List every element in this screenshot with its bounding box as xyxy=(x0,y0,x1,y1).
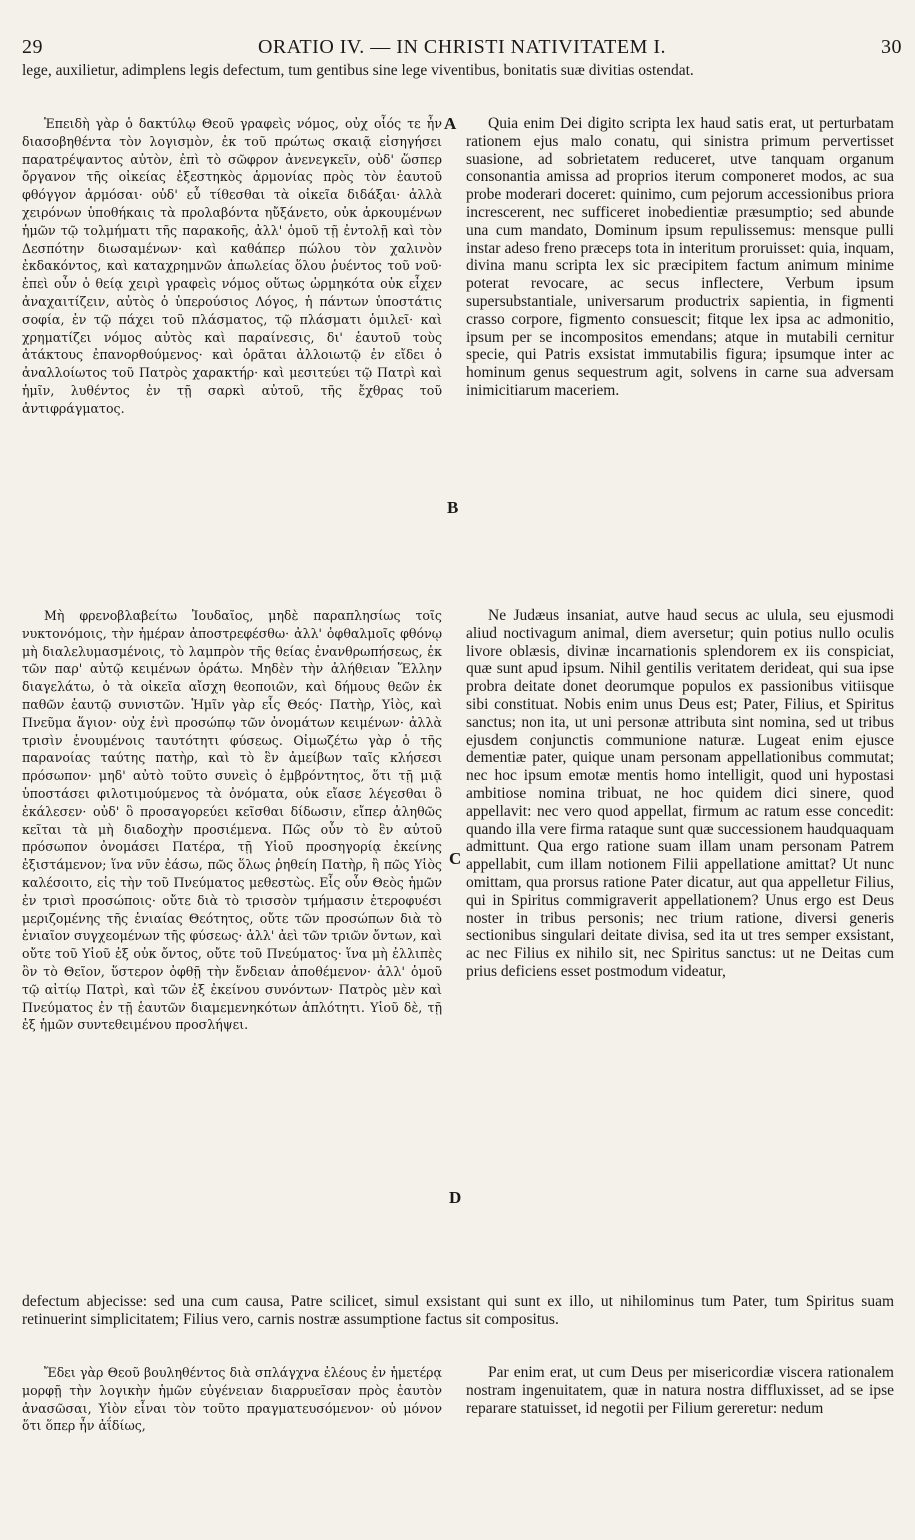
greek-paragraph-1: Ἐπειδὴ γὰρ ὁ δακτύλῳ Θεοῦ γραφεὶς νόμος, οὐχ οἷός τε ἦν διασοβηθέντα τὸν λογισμὸν, ἐκ τοῦ πρώτως σκαιᾷ εἰσηγήσει παρατρέψαντος αὐτὸν, ἐπὶ τὸ σῶφρον ἀνενεγκεῖν, οὐδ' ὥσπερ ὄργανον τῆς οἰκείας ἐξεστηκὸς ἁρμονίας πρὸς τὸν ἑαυτοῦ φθόγγον ἁρμόσαι· οὐδ' εὖ τίθεσθαι τὰ οἰκεῖα διδάξαι· ἀλλὰ χειρόνων ὑποθήκαις τὰ προλαβόντα ηὔξάνετο, οὐκ ἀρκουμένων ἡμῶν τῷ τολμήματι τῆς παρακοῆς, ἀλλ' ὁμοῦ τῇ ἐντολῇ καὶ τὸν Δεσπότην διωσαμένων· καὶ καθάπερ πώλου τὸν χαλινὸν ἐκδακόντος, καὶ καταχρημνῶν ἀπωλείας ὅλου ῥυέντος τοῦ νοῦ· ἐπεὶ οὖν ὁ θείᾳ χειρὶ γραφεὶς νόμος οὕτως ὡρμηκότα οὐκ εἶχεν ἀναχαιτίζειν, αὐτὸς ὁ ὑπερούσιος Λόγος, ἡ πάντων ὑποστάτις σοφία, ἐν τῷ πάχει τοῦ πλάσματος, τῷ πλάσματι ὁμιλεῖ· καὶ χρηματίζει νόμος αὐτὸς καὶ παραίνεσις, δι' ἑαυτοῦ τοὺς ἀτάκτους ἐπανορθούμενος· καὶ ὁρᾶται ἀλλοιωτῷ ἐν εἴδει ὁ ἀναλλοίωτος τοῦ Πατρὸς χαρακτήρ· καὶ μεσιτεύει τῷ Πατρὶ καὶ ἡμῖν, λυθέντος ἐν τῇ σαρκὶ αὐτοῦ, τῆς ἔχθρας τοῦ ἀντιφράγματος. xyxy=(22,116,442,416)
latin-paragraph-1: Quia enim Dei digito scripta lex haud satis erat, ut perturbatam rationem ejus malo conatu, qui sinistra primum pervertisset suasione, ad sobrietatem reduceret, utve tanquam organum consonantia amissa ad proprios iterum componeret modos, ac sua probe moderari doceret: quinimo, cum pejorum accessionibus priora increscerent, nec sufficeret inobedientiæ præsumptio; sed abunde una cum mandato, Dominum ipsum repulissemus: mensque pulli instar adeso freno præceps tota in interitum proruisset: quia, inquam, divina manu scripta lex sic præcipitem factum animum minime poterat revocare, ac secus inflectere, Verbum ipsum supersubstantiale, universarum productrix sapientia, in figmenti crasso corpore, figmento consuescit; fitque lex ipsa ac admonitio, ipsum per se incompositos emendans; atque in mutabili cernitur specie, qui Patris exsistat immutabilis figura; ipsumque inter ac hominum genus sequestrum agit, solvens in carne sua adversam inimicitiarum maceriem. xyxy=(466,115,894,399)
page-number-left: 29 xyxy=(22,36,43,58)
greek-paragraph-2: Μὴ φρενοβλαβείτω Ἰουδαῖος, μηδὲ παραπλησίως τοῖς νυκτονόμοις, τὴν ἡμέραν ἀποστρεφέσθω· ἀλλ' ὀφθαλμοῖς φθόνῳ μὴ διαλελυμασμένοις, τὸ λαμπρὸν τῆς θείας ἐνανθρωπήσεως, ἐκ τῶν παρ' αὐτῷ κειμένων ὁράτω. Μηδὲν τὴν ἀλήθειαν Ἕλλην διαγελάτω, ὁ τὰ οἰκεῖα αἴσχη θεοποιῶν, καὶ δήμους θεῶν ἐκ παθῶν ἑαυτῷ συνιστῶν. Ἡμῖν γὰρ εἷς Θεός· Πατὴρ, Υἱὸς, καὶ Πνεῦμα ἅγιον· οὐχ ἑνὶ προσώπῳ τῶν ὀνομάτων κειμένων· ἀλλὰ τρισὶν ἑνουμένοις ταυτότητι φύσεως. Οἰμωζέτω γὰρ ὁ τῆς παρανοίας ταύτης πατὴρ, καὶ τὸ ἓν ἀμείβων ταῖς κλήσεσι πρόσωπον· μηδ' αὐτὸ τοῦτο συνεὶς ὁ ἐμβρόντητος, ὅτι τῇ μιᾷ ὑποστάσει φιλοτιμούμενος τὰ ὀνόματα, οὐκ εἴασε λέγεσθαι ὃ ἐκάλεσεν· οὐδ' ὃ προσαγορεύει κεῖσθαι δίδωσιν, εἴπερ ἀληθῶς κεῖται τὰ μὴ διαδοχὴν προσιέμενα. Πῶς οὖν τὸ ἓν αὐτοῦ πρόσωπον ὀνομάσει Πατέρα, τῇ Υἱοῦ προσηγορίᾳ ἐκείνης ἐξιστάμενον; ἵνα νῦν ἐάσω, πῶς ὅλως ῥηθείη Πατὴρ, ἢ πῶς Υἱὸς καλέσοιτο, εἰς τὴν τοῦ Πνεύματος μεθεστὼς. Εἷς οὖν Θεὸς ἡμῶν ἐν τρισὶ προσώποις· οὔτε διὰ τὸ τρισσὸν τμήμασιν ἑτεροφυέσι μεριζομένης τῆς ἑνιαίας Θεότητος, οὔτε τῶν προσώπων διὰ τὸ ἑνιαῖον συγχεομένων τῆς φύσεως· ἀλλ' ἀεὶ τῶν τριῶν ὄντων, καὶ οὔτε τοῦ Υἱοῦ ἐξ οὐκ ὄντος, οὔτε τοῦ Πνεύματος· ἵνα μὴ ἐλλιπὲς ὂν τὸ Θεῖον, ὕστερον ὀφθῇ τὴν ἔνδειαν ἀποθέμενον· ἀλλ' ὁμοῦ τῷ αἰτίῳ Πατρὶ, καὶ τῶν ἐξ ἐκείνου συνόντων· Πατρὸς μὲν καὶ Πνεύματος ἐν τῇ ἑαυτῶν διαμεμενηκότων ἁπλότητι. Υἱοῦ δὲ, τῇ ἐξ ἡμῶν συντεθειμένου προσλήψει. xyxy=(22,608,442,1033)
intro-paragraph: lege, auxilietur, adimplens legis defectum, tum gentibus sine lege viventibus, bonitatis suæ divitias ostendat. xyxy=(22,62,694,79)
page-number-right: 30 xyxy=(881,36,902,58)
margin-marker-d: D xyxy=(449,1188,462,1207)
running-title: ORATIO IV. — IN CHRISTI NATIVITATEM I. xyxy=(257,36,667,58)
greek-paragraph-3: Ἔδει γὰρ Θεοῦ βουληθέντος διὰ σπλάγχνα ἐλέους ἐν ἡμετέρᾳ μορφῇ τὴν λογικὴν ἡμῶν εὐγένειαν διαρρυεῖσαν πρὸς ἑαυτὸν ἀνασῶσαι, Υἱὸν εἶναι τὸν τοῦτο πραγματευσόμενον· οὐ μόνον ὅτι ὅπερ ἦν ἀΐδίως, xyxy=(22,1365,442,1434)
running-header xyxy=(22,36,902,62)
latin-paragraph-2: Ne Judæus insaniat, autve haud secus ac ulula, seu ejusmodi aliud noctivagum animal, diem aversetur; quin potius nullo oculis livore oblæsis, divinæ incarnationis splendorem ex iis conspiciat, quæ sunt apud ipsum. Nihil gentilis veritatem derideat, qui sua ipse probra deitate donet deorumque populos ex passionibus vitiisque sibi constituat. Nobis enim unus Deus est; Pater, Filius, et Spiritus sanctus; non ita, ut uni personæ attributa sint nomina, sed ut tribus ejusdem conjunctis communione naturæ. Lugeat enim ejusce dementiæ pater, quique unam personam appellationibus commutat; nec hoc ipsum emotæ mentis homo intelligit, quod uni hypostasi ambitiose nomina tribuat, ne hoc quidem dici sinere, quod appellavit: nec vero quod appellat, firmum ac ratum esse concedit: quando illa vere firma rataque sunt quæ successionem haudquaquam admittunt. Qua ergo ratione suam illam unam personam Patrem appellabit, cum illam notionem Filii appellatione amittat? Ut nunc omittam, qua prorsus ratione Pater dicatur, aut qua appelletur Filius, qui in Spiritus commigraverit appellationem? Unus ergo est Deus noster in tribus personis; nec trium ratione, diversi generis sectionibus singulari deitate divisa, sed ita ut tres semper exsistant, ac nec Filius ex nihilo sit, nec Spiritus sanctus: ut ne Deitas cum prius deficiens esset postmodum videatur, xyxy=(466,607,894,980)
margin-marker-b: B xyxy=(447,498,459,517)
margin-marker-c: C xyxy=(449,849,462,868)
latin-spanning-paragraph: defectum abjecisse: sed una cum causa, Patre scilicet, simul exsistant qui sunt ex illo, ut nihilominus tum Pater, tum Spiritus suam retinuerint simplicitatem; Filius vero, carnis nostræ assumptione factus sit compositus. xyxy=(22,1293,894,1328)
latin-paragraph-3: Par enim erat, ut cum Deus per misericordiæ viscera rationalem nostram ingenuitatem, quæ in natura nostra diffluxisset, ad se ipse reparare statuisset, id negotii per Filium gereretur: nedum xyxy=(466,1364,894,1417)
margin-marker-a: A xyxy=(444,114,457,133)
